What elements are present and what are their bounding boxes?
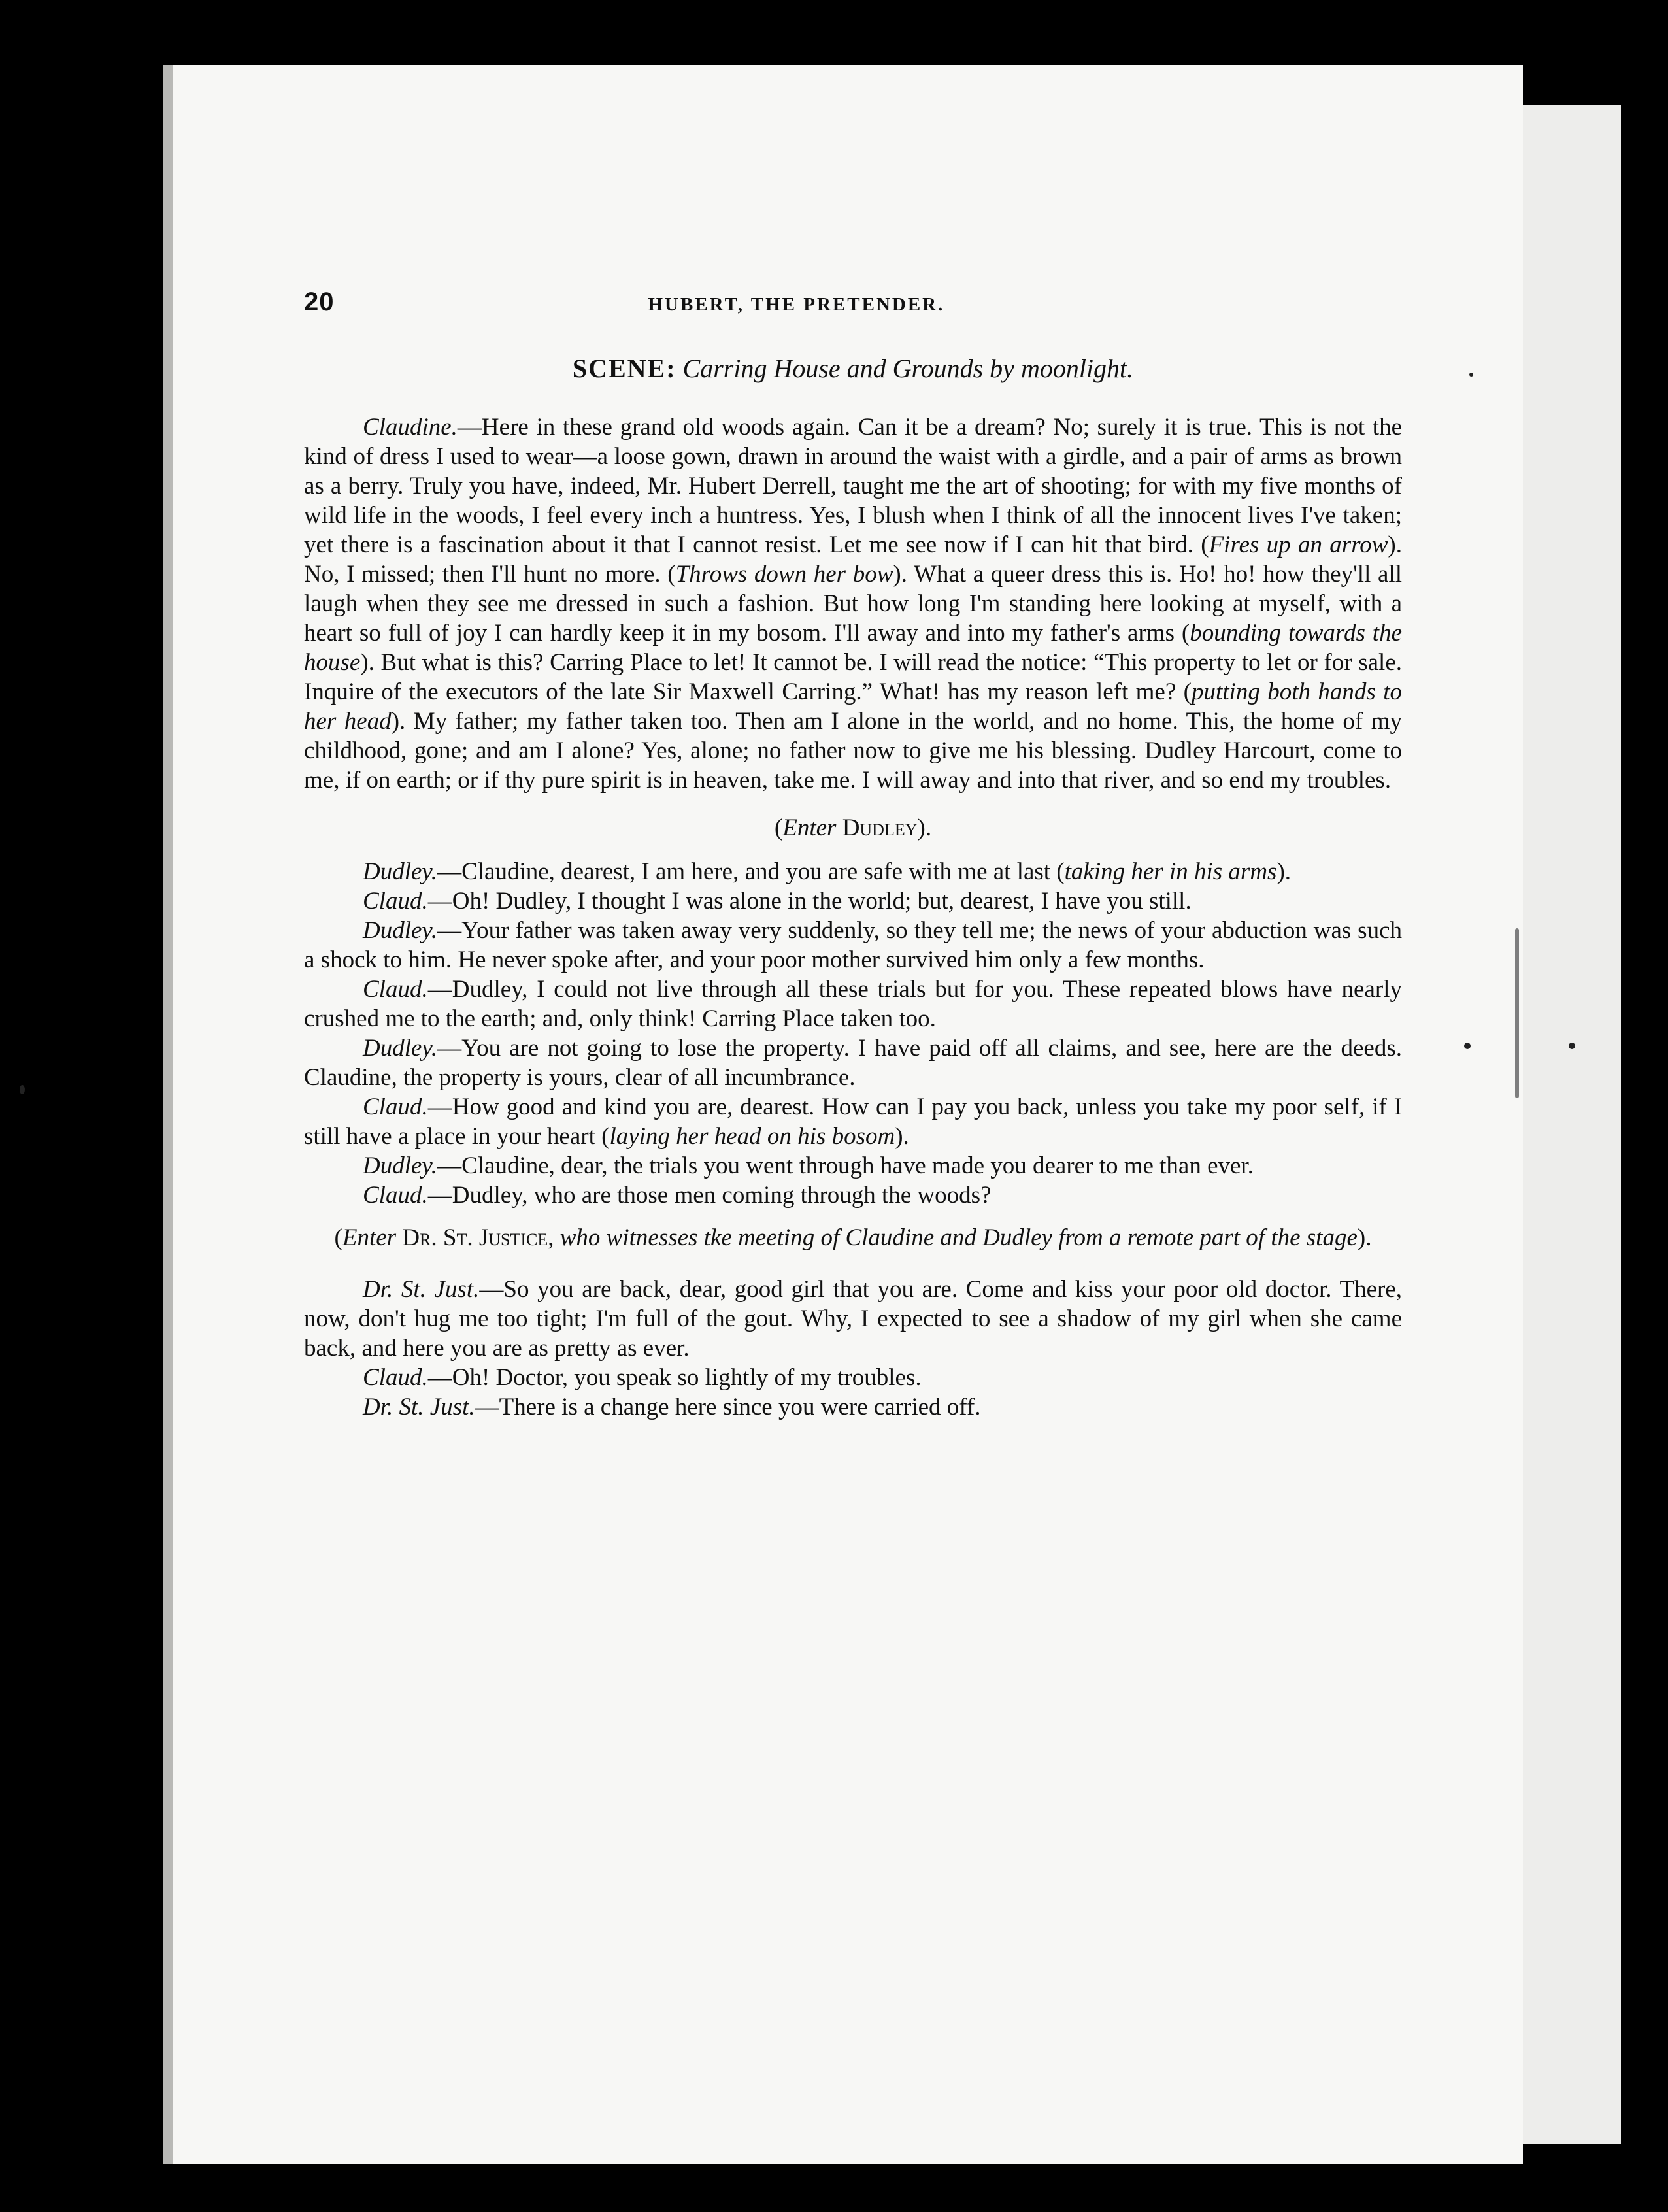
stage-entrance-doctor <box>330 1223 1376 1252</box>
speech-claud-4 <box>304 1181 1402 1210</box>
page-text-area <box>163 65 1523 2164</box>
speech-text: ). My father; my father taken too. Then am I alone in the world, and no home. This, the home of my childhood, gone; and am I alone? Yes, alone; no father now to give me his blessing. Dudley Harcourt, come to me, if on earth; or if thy pure spirit is in heaven, take me. I will away and into that river, and so end my troubles. <box>304 708 1402 794</box>
speaker-name: Claud. <box>363 1364 428 1391</box>
speech-text: —So you are back, dear, good girl that you are. Come and kiss your poor old doctor. There, now, don't hug me too tight; I'm full of the gout. Why, I expected to see a shadow of my girl when she came back, and here you are as pretty as ever. <box>304 1276 1402 1362</box>
speech-claud-5 <box>304 1363 1402 1392</box>
speech-doctor-2 <box>304 1392 1402 1422</box>
speech-doctor-1 <box>304 1275 1402 1363</box>
facing-page-strip <box>1523 105 1621 2144</box>
speaker-name: Claud. <box>363 888 428 914</box>
stage-direction: Throws down her bow <box>675 561 893 588</box>
character-name: Dudley <box>842 814 918 841</box>
speech-text: —Your father was taken away very suddenly, so they tell me; the news of your abduction was such a shock to him. He never spoke after, and your poor mother survived him only a few months. <box>304 917 1402 973</box>
running-head: HUBERT, THE PRETENDER. <box>648 294 945 315</box>
speech-text: —Claudine, dear, the trials you went through have made you dearer to me than ever. <box>437 1152 1254 1179</box>
scan-speck <box>20 1085 25 1094</box>
speech-claud-3 <box>304 1092 1402 1151</box>
speech-dudley-2 <box>304 916 1402 975</box>
speaker-name: Claud. <box>363 976 428 1003</box>
speech-text: —Oh! Dudley, I thought I was alone in the world; but, dearest, I have you still. <box>427 888 1192 914</box>
speaker-name: Claud. <box>363 1182 428 1209</box>
speech-text: ). <box>895 1123 909 1150</box>
speech-dudley-1 <box>304 857 1402 886</box>
page-content <box>304 216 1402 1422</box>
enter-word: Enter <box>342 1224 397 1251</box>
speaker-name: Dr. St. Just. <box>363 1276 480 1303</box>
speech-text: —There is a change here since you were carried off. <box>475 1394 981 1420</box>
speaker-name: Claudine. <box>363 414 458 441</box>
speaker-name: Dudley. <box>363 917 438 944</box>
paren-open: ( <box>334 1224 342 1251</box>
paren-close: ). <box>1357 1224 1372 1251</box>
character-name: Dr. St. Justice, <box>402 1224 554 1251</box>
speaker-name: Dudley. <box>363 1152 438 1179</box>
speaker-name: Dudley. <box>363 1035 438 1062</box>
scene-heading <box>304 353 1402 384</box>
speech-text: —Dudley, who are those men coming through the woods? <box>427 1182 992 1209</box>
scene-label: SCENE: <box>572 354 676 383</box>
speech-text: —Here in these grand old woods again. Can it be a dream? No; surely it is true. This is not the kind of dress I used to wear—a loose gown, drawn in around the waist with a girdle, and a pair of arms as brown as a berry. Truly you have, indeed, Mr. Hubert Derrell, taught me the art of shooting; for with my five months of wild life in the woods, I feel every inch a huntress. Yes, I blush when I think of all the innocent lives I've taken; yet there is a fascination about it that I cannot resist. Let me see now if I can hit that bird. ( <box>304 414 1402 558</box>
page-number: 20 <box>304 288 335 316</box>
stage-direction: who witnesses tke meeting of Claudine and Dudley from a remote part of the stage <box>559 1224 1358 1251</box>
speech-claudine-1 <box>304 412 1402 795</box>
speech-text: ). <box>1276 858 1292 885</box>
speech-text: ). No, I missed; then I'll hunt no more. ( <box>304 531 1402 588</box>
speaker-name: Dudley. <box>363 858 438 885</box>
speech-claud-2 <box>304 975 1402 1033</box>
speaker-name: Claud. <box>363 1094 428 1120</box>
speech-text: —How good and kind you are, dearest. How can I pay you back, unless you take my poor self, if I still have a place in your heart ( <box>304 1094 1402 1150</box>
speech-text: —Claudine, dearest, I am here, and you are safe with me at last ( <box>437 858 1065 885</box>
stage-direction: putting both hands to her head <box>304 679 1402 735</box>
stage-direction: laying her head on his bosom <box>609 1123 895 1150</box>
scan-speck <box>1569 1043 1575 1049</box>
paren-close: ). <box>917 814 932 841</box>
scene-description: Carring House and Grounds by moonlight. <box>682 354 1134 383</box>
stage-entrance-dudley <box>304 813 1402 843</box>
speech-dudley-3 <box>304 1033 1402 1092</box>
speech-text: ). What a queer dress this is. Ho! ho! how they'll all laugh when they see me dressed in such a fashion. But how long I'm standing here looking at myself, with a heart so full of joy I can hardly keep it in my bosom. I'll away and into my father's arms ( <box>304 561 1402 646</box>
stage-direction: Fires up an arrow <box>1209 531 1388 558</box>
speech-claud-1 <box>304 886 1402 916</box>
stage-direction: bounding towards the house <box>304 620 1403 676</box>
speech-text: —You are not going to lose the property. I have paid off all claims, and see, here are the deeds. Claudine, the property is yours, clear of all incumbrance. <box>304 1035 1402 1091</box>
speech-text: —Dudley, I could not live through all these trials but for you. These repeated blows have nearly crushed me to the earth; and, only think! Carring Place taken too. <box>304 976 1402 1032</box>
speaker-name: Dr. St. Just. <box>363 1394 475 1420</box>
speech-dudley-4 <box>304 1151 1402 1181</box>
stage-direction: taking her in his arms <box>1064 858 1277 885</box>
speech-text: ). But what is this? Carring Place to let! It cannot be. I will read the notice: “This property to let or for sale. Inquire of the executors of the late Sir Maxwell Carring.” What! has my reason left me? ( <box>304 649 1402 705</box>
enter-word: Enter <box>782 814 837 841</box>
paren-open: ( <box>774 814 783 841</box>
page-header <box>304 288 1402 333</box>
speech-text: —Oh! Doctor, you speak so lightly of my troubles. <box>427 1364 922 1391</box>
